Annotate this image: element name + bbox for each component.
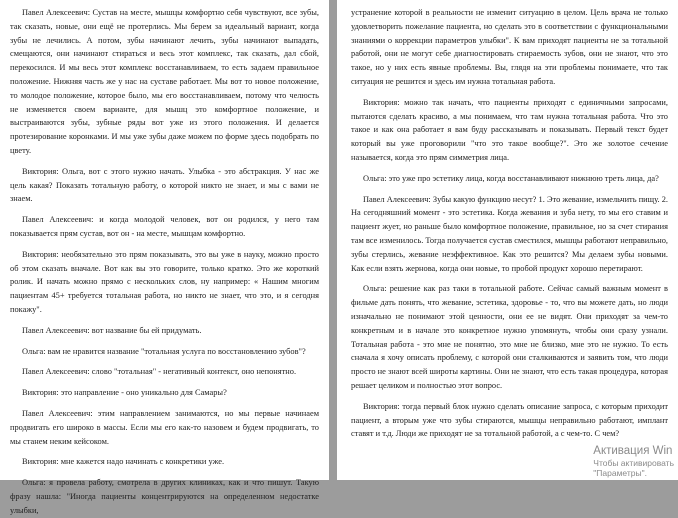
- watermark-line-1: Чтобы активировать: [593, 458, 674, 468]
- paragraph: Ольга: я провела работу, смотрела в других клиниках, как и что пишут. Такую фразу нашла: "Иногда пациенты концентрируются на определенном недостатке улыбки,: [10, 478, 319, 515]
- watermark-title: Активация Win: [593, 445, 673, 457]
- paragraph: Виктория: это направление - оно уникально для Самары?: [22, 388, 227, 398]
- paragraph: Ольга: решение как раз таки в тотальной работе. Сейчас самый важным момент в фильме дать понять, что жевание, эстетика, здоровье - то, что вы можете дать, но люди изначально не понимают этой ценности, они ее не видят. Они приходят за чем-то конкретным и в начале это конкретное нужно упомянуть, чтобы они сразу узнали. Тотальная работа - это мне не понятно, это мне не близко, мне это не нужно. То есть сначала я хочу описать проблему, с которой они сталкиваются и заявить том, что люди просто не знают всей широты картины. Они не знают, что есть такая процедура, которая решает целиком и полностью этот вопрос.: [351, 284, 668, 390]
- paragraph: Виктория: Ольга, вот с этого нужно начать. Улыбка - это абстракция. У нас же цель какая? Показать тотальную работу, о которой никто не знает, и мы с вами не знаем.: [10, 166, 319, 204]
- paragraph: Павел Алексеевич: вот название бы ей придумать.: [22, 325, 202, 335]
- paragraph: Виктория: можно так начать, что пациенты приходят с единичными запросами, пытаются сделать красиво, а мы понимаем, что там нужна тотальная работа. Что это такое и как она работает я вам буду рассказывать и показывать. Первый текст будет который вы уже проговорили "что это такое вообще?". Это же золотое сечение называется, когда это прям симметрия лица.: [351, 97, 668, 162]
- paragraph: Павел Алексеевич: этим направлением занимаются, но мы первые начинаем продвигать его широко в массы. Если мы его как-то назовем и будем продвигать, то мы станем неким кейсоком.: [10, 408, 319, 446]
- paragraph: Ольга: вам не нравится название "тотальная услуга по восстановлению зубов"?: [22, 346, 306, 356]
- watermark-line-2: "Параметры".: [593, 468, 647, 478]
- paragraph: Павел Алексеевич: Зубы какую функцию несут? 1. Это жевание, измельчить пищу. 2. На сегодняшний момент - это эстетика. Когда жевания и зуба нету, то мы его ставим и пациент жует, но раньше было комфортное положение, правильное, но за счет стирания там все изменилось. Тогда получается сустав сместился, мышцы работают неправильно, зубы стерлись, жевание неэффективное. Как это решится? Мы делаем зубы новыми. Как если взять жернова, когда они новые, то пробой продукт хорошо перетирают.: [351, 194, 668, 273]
- paragraph: Павел Алексеевич: слово "тотальная" - негативный контекст, оно непонятно.: [22, 367, 297, 377]
- paragraph: Виктория: тогда первый блок нужно сделать описание запроса, с которым приходит пациент, а вторым уже что зубы стираются, мышцы неправильно работают, имплант ставят и т.д. Люди же приходят не за тотальной работой, а с чем-то. С чем?: [351, 401, 668, 439]
- paragraph: Ольга: это уже про эстетику лица, когда восстанавливают нижнюю треть лица, да?: [363, 173, 659, 183]
- paragraph: Павел Алексеевич: Сустав на месте, мышцы комфортно себя чувствуют, все зубы, так сказать, новые, они ещё не протерлись. Мы берем за идеальный вариант, когда зубы не лечились. А потом, зубы начинают лечить, зубы начинают выпадать, смещаются, они начинают стираться и весь этот комплекс, так сказать, дал сбой, перекосился. И мы весь этот комплекс восстанавливаем, то есть задаем правильное положение. Нижняя часть же у нас на суставе работает. Мы вот то новое положение, то молодое положение, которое было, мы его восстанавливаем, потому что челюсть не изменяется своем варианте, для мышц это комфортное положение, и выстраиваются зубы, зубные ряды вот уже из этого положения. И делается протезирование коронками. И мы уже зубы даже можем по форме здесь подобрать по цвету.: [10, 8, 319, 155]
- paragraph: Виктория: мне кажется надо начинать с конкретики уже.: [22, 457, 225, 467]
- document-page-right: [337, 0, 678, 480]
- paragraph: Павел Алексеевич: и когда молодой человек, вот он родился, у него там показывается прям сустав, вот он - на месте, мышцам комфортно.: [10, 215, 319, 238]
- paragraph: Виктория: необязательно это прям показывать, это вы уже в науку, можно просто об этом сказать вначале. Вот как вы это говорите, только кратко. Это же короткий ролик. И начать можно прямо с нескольких слов, ну например: « Нашим многим пациентам 45+ требуется тотальная работа, но никто не знает, что это, и я сегодня покажу".: [10, 249, 319, 314]
- windows-activation-watermark: [593, 445, 674, 478]
- paragraph: устранение которой в реальности не изменит ситуацию в целом. Цель врача не только удовлетворить пожелание пациента, но сделать это в соответствии с функциональными знаниями о коррекции параметров улыбки". К вам приходят пациенты не за тотальной работой, они не могут себе диагностировать стираемость зубов, они не знают, что это такое, но у них есть явные проблемы. Вы, глядя на эти проблемы понимаете, что так ситуация не решится и здесь им нужна тотальная работа.: [351, 8, 668, 86]
- document-page-left: [0, 0, 329, 515]
